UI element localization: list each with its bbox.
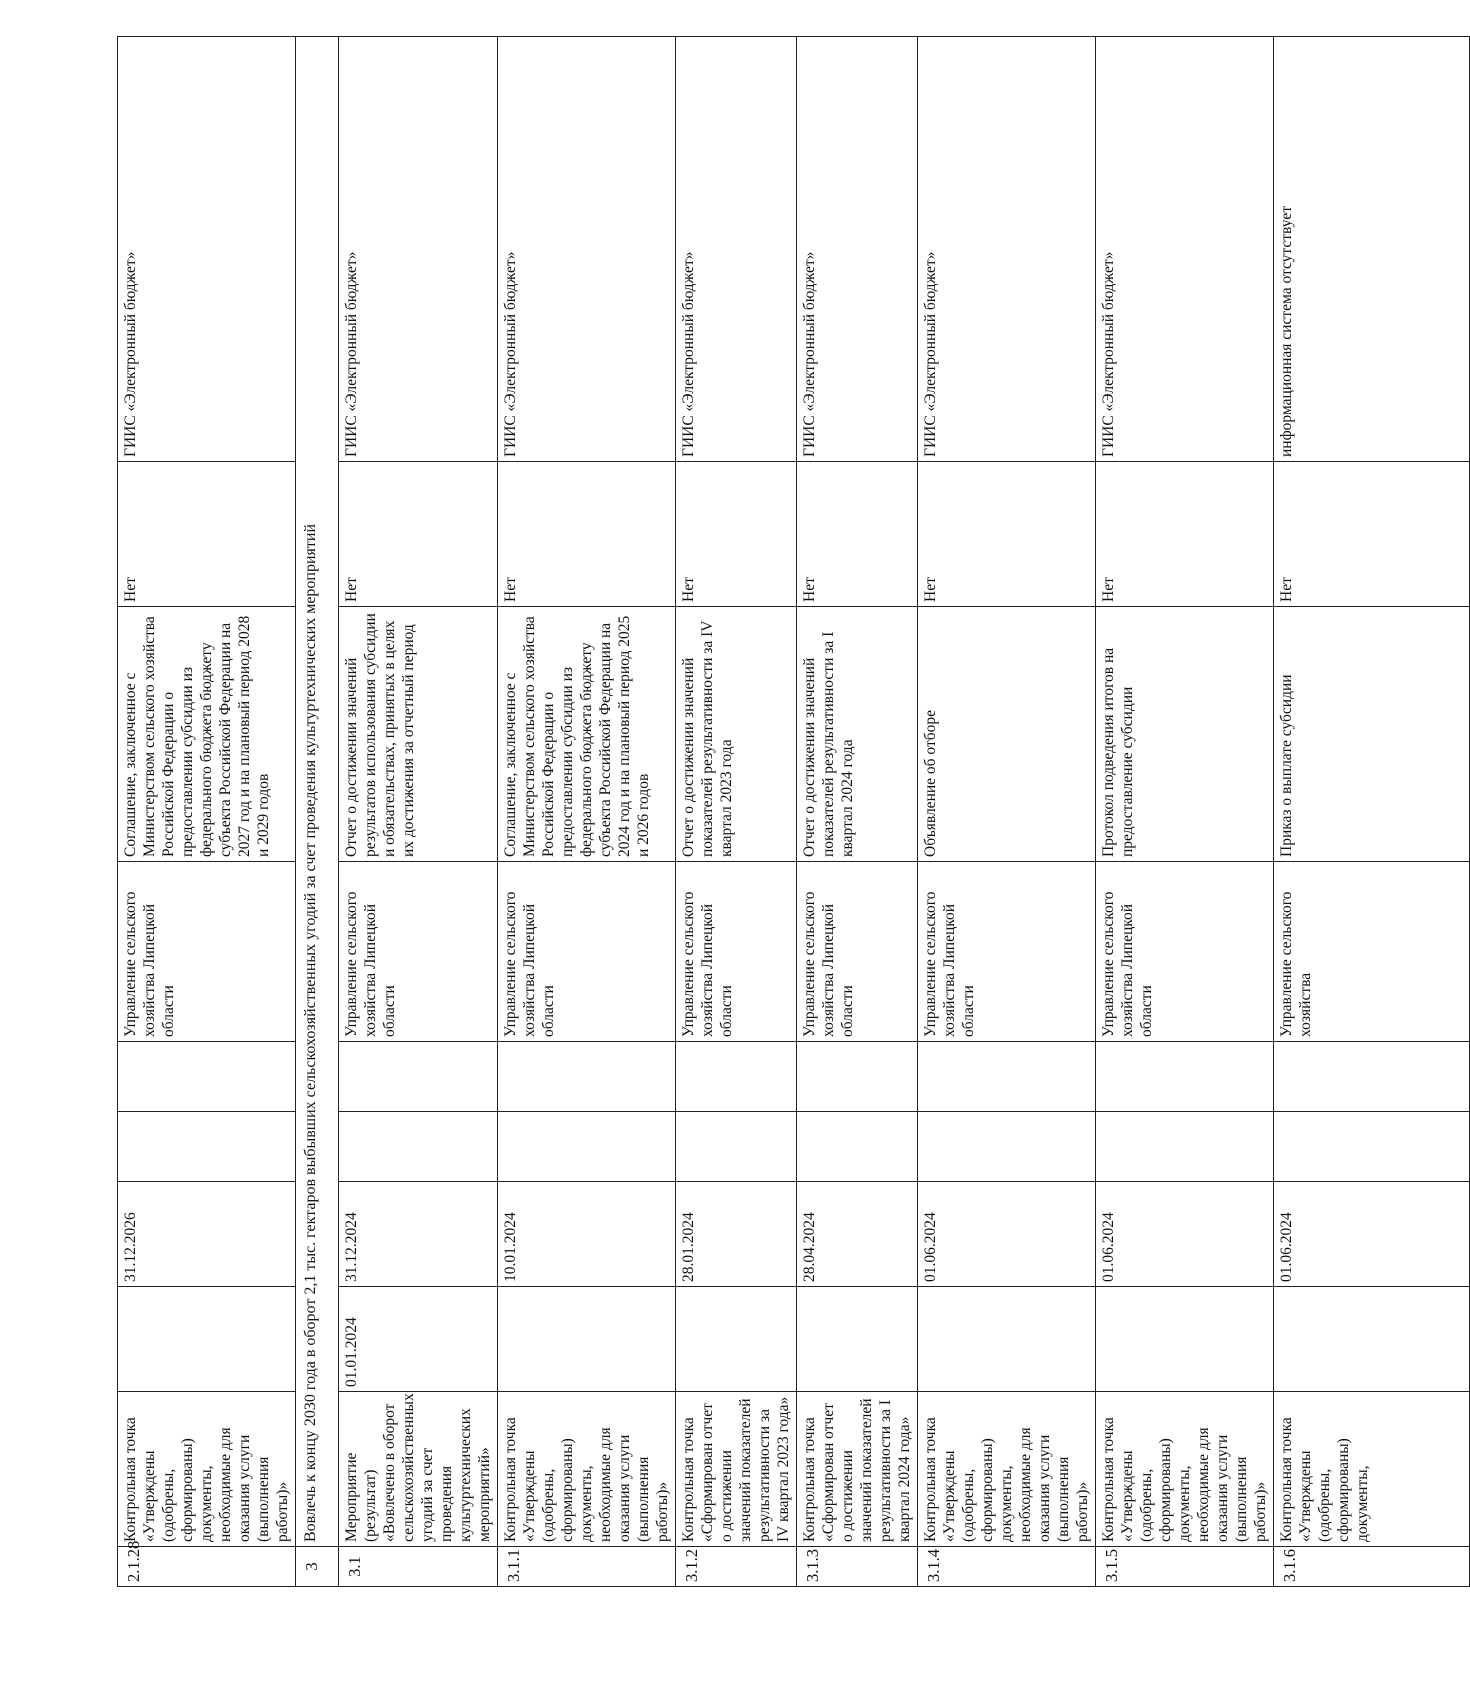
row-number: 3.1.6: [1274, 1547, 1470, 1587]
row-empty-cell: [676, 1042, 797, 1112]
row-document: Объявление об отборе: [918, 607, 1096, 862]
row-end-date: 10.01.2024: [498, 1182, 676, 1287]
row-empty-cell: [498, 1042, 676, 1112]
row-flag: Нет: [118, 462, 296, 607]
row-document: Соглашение, заключенное с Министерством сельского хозяйства Российской Федерации о предоставлении субсидии из федерального бюджета бюджету субъекта Российской Федерации на 2024 год и на плановый период 2025 и 2026 годов: [498, 607, 676, 862]
section-row: [296, 37, 339, 1587]
row-start-date: [498, 1287, 676, 1392]
row-end-date: 31.12.2024: [339, 1182, 498, 1287]
row-name: Контрольная точка «Сформирован отчет о достижении значений показателей результативности за I квартал 2024 года»: [797, 1392, 918, 1547]
row-number: 3.1.5: [1096, 1547, 1274, 1587]
row-flag: Нет: [339, 462, 498, 607]
table-row: [118, 37, 296, 1587]
table-row: [918, 37, 1096, 1587]
row-document: Протокол подведения итогов на предоставление субсидии: [1096, 607, 1274, 862]
section-number: 3: [296, 1547, 339, 1587]
row-flag: Нет: [918, 462, 1096, 607]
row-number: 2.1.28: [118, 1547, 296, 1587]
row-start-date: [797, 1287, 918, 1392]
row-document: Соглашение, заключенное с Министерством сельского хозяйства Российской Федерации о предоставлении субсидии из федерального бюджета бюджету субъекта Российской Федерации на 2027 год и на плановый период 2028 и 2029 годов: [118, 607, 296, 862]
section-title: Вовлечь к концу 2030 года в оборот 2,1 тыс. гектаров выбывших сельскохозяйственных угодий за счет проведения культуртехнических мероприятий: [296, 37, 339, 1547]
table-row: [1274, 37, 1470, 1587]
table-row: [339, 37, 498, 1587]
row-number: 3.1.3: [797, 1547, 918, 1587]
row-name: Контрольная точка «Сформирован отчет о достижении значений показателей результативности за IV квартал 2023 года»: [676, 1392, 797, 1547]
row-system: ГИИС «Электронный бюджет»: [918, 37, 1096, 462]
row-system: ГИИС «Электронный бюджет»: [339, 37, 498, 462]
row-system: ГИИС «Электронный бюджет»: [118, 37, 296, 462]
plan-table: [117, 36, 1470, 1587]
row-document: Отчет о достижении значений показателей результативности за IV квартал 2023 года: [676, 607, 797, 862]
row-empty-cell: [1096, 1112, 1274, 1182]
row-start-date: [676, 1287, 797, 1392]
row-responsible: Управление сельского хозяйства Липецкой области: [1096, 862, 1274, 1042]
row-flag: Нет: [498, 462, 676, 607]
row-end-date: 28.04.2024: [797, 1182, 918, 1287]
row-empty-cell: [1274, 1042, 1470, 1112]
row-document: Отчет о достижении значений показателей результативности за I квартал 2024 года: [797, 607, 918, 862]
row-document: Отчет о достижении значений результатов использования субсидии и обязательствах, принятых в целях их достижения за отчетный период: [339, 607, 498, 862]
table-row: [1096, 37, 1274, 1587]
row-name: Контрольная точка «Утверждены (одобрены, сформированы) документы, необходимые для оказания услуги (выполнения работы)»: [118, 1392, 296, 1547]
row-responsible: Управление сельского хозяйства Липецкой области: [918, 862, 1096, 1042]
row-empty-cell: [118, 1112, 296, 1182]
row-number: 3.1: [339, 1547, 498, 1587]
row-number: 3.1.4: [918, 1547, 1096, 1587]
row-system: информационная система отсутствует: [1274, 37, 1470, 462]
row-end-date: 01.06.2024: [918, 1182, 1096, 1287]
row-system: ГИИС «Электронный бюджет»: [1096, 37, 1274, 462]
row-flag: Нет: [797, 462, 918, 607]
row-name: Контрольная точка «Утверждены (одобрены, сформированы) документы,: [1274, 1392, 1470, 1547]
row-system: ГИИС «Электронный бюджет»: [797, 37, 918, 462]
row-number: 3.1.1: [498, 1547, 676, 1587]
row-empty-cell: [118, 1042, 296, 1112]
row-start-date: 01.01.2024: [339, 1287, 498, 1392]
row-empty-cell: [797, 1112, 918, 1182]
row-flag: Нет: [1096, 462, 1274, 607]
row-end-date: 01.06.2024: [1274, 1182, 1470, 1287]
row-name: Контрольная точка «Утверждены (одобрены, сформированы) документы, необходимые для оказания услуги (выполнения работы)»: [918, 1392, 1096, 1547]
row-responsible: Управление сельского хозяйства Липецкой области: [676, 862, 797, 1042]
row-empty-cell: [498, 1112, 676, 1182]
row-responsible: Управление сельского хозяйства Липецкой области: [118, 862, 296, 1042]
row-empty-cell: [797, 1042, 918, 1112]
row-empty-cell: [1274, 1112, 1470, 1182]
table-row: [797, 37, 918, 1587]
row-flag: Нет: [1274, 462, 1470, 607]
row-flag: Нет: [676, 462, 797, 607]
row-start-date: [918, 1287, 1096, 1392]
row-end-date: 01.06.2024: [1096, 1182, 1274, 1287]
row-empty-cell: [339, 1112, 498, 1182]
row-name: Мероприятие (результат) «Вовлечено в оборот сельскохозяйственных угодий за счет проведения культуртехнических мероприятий»: [339, 1392, 498, 1547]
row-empty-cell: [918, 1042, 1096, 1112]
row-system: ГИИС «Электронный бюджет»: [676, 37, 797, 462]
row-empty-cell: [1096, 1042, 1274, 1112]
table-row: [498, 37, 676, 1587]
row-empty-cell: [918, 1112, 1096, 1182]
table-row: [676, 37, 797, 1587]
row-document: Приказ о выплате субсидии: [1274, 607, 1470, 862]
row-end-date: 28.01.2024: [676, 1182, 797, 1287]
row-start-date: [1096, 1287, 1274, 1392]
row-system: ГИИС «Электронный бюджет»: [498, 37, 676, 462]
row-start-date: [1274, 1287, 1470, 1392]
row-start-date: [118, 1287, 296, 1392]
row-name: Контрольная точка «Утверждены (одобрены, сформированы) документы, необходимые для оказания услуги (выполнения работы)»: [1096, 1392, 1274, 1547]
row-name: Контрольная точка «Утверждены (одобрены, сформированы) документы, необходимые для оказания услуги (выполнения работы)»: [498, 1392, 676, 1547]
row-responsible: Управление сельского хозяйства Липецкой области: [797, 862, 918, 1042]
row-responsible: Управление сельского хозяйства Липецкой области: [498, 862, 676, 1042]
row-number: 3.1.2: [676, 1547, 797, 1587]
row-end-date: 31.12.2026: [118, 1182, 296, 1287]
row-responsible: Управление сельского хозяйства: [1274, 862, 1470, 1042]
row-empty-cell: [339, 1042, 498, 1112]
row-empty-cell: [676, 1112, 797, 1182]
row-responsible: Управление сельского хозяйства Липецкой области: [339, 862, 498, 1042]
